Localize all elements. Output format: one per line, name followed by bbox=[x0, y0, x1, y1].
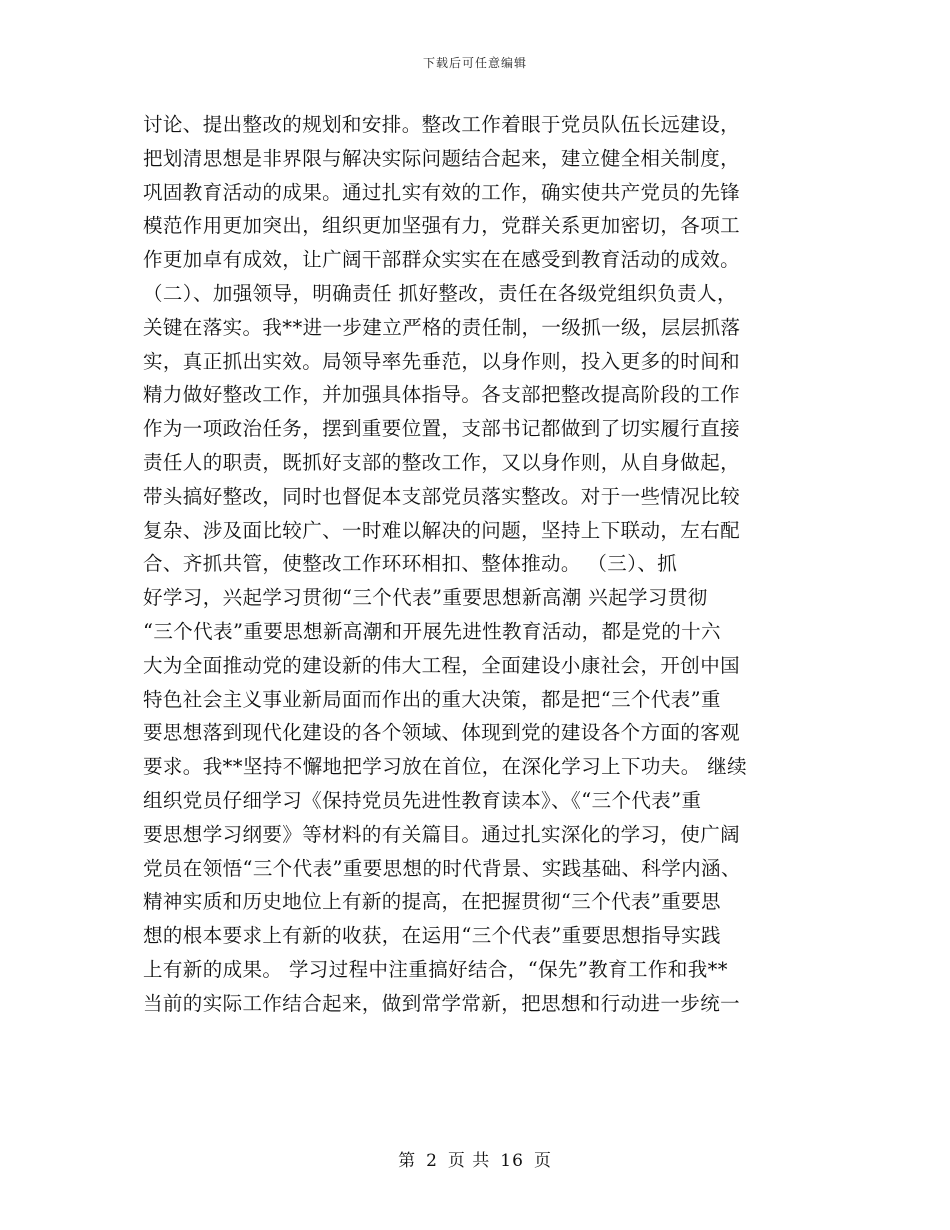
body-line: 复杂、涉及面比较广、一时难以解决的问题，坚持上下联动，左右配 bbox=[143, 518, 741, 542]
body-line: 要思想落到现代化建设的各个领域、体现到党的建设各个方面的客观 bbox=[143, 721, 741, 745]
body-line: 好学习，兴起学习贯彻“三个代表”重要思想新高潮 兴起学习贯彻 bbox=[143, 586, 708, 610]
body-line: 巩固教育活动的成果。通过扎实有效的工作，确实使共产党员的先锋 bbox=[143, 180, 741, 204]
body-line: 把划清思想是非界限与解决实际问题结合起来，建立健全相关制度， bbox=[143, 146, 741, 170]
body-line: 组织党员仔细学习《保持党员先进性教育读本》、《“三个代表”重 bbox=[143, 788, 702, 812]
body-line: 要求。我**坚持不懈地把学习放在首位，在深化学习上下功夫。 继续 bbox=[143, 755, 747, 779]
body-line: 精力做好整改工作，并加强具体指导。各支部把整改提高阶段的工作 bbox=[143, 383, 741, 407]
body-line: 模范作用更加突出，组织更加坚强有力，党群关系更加密切，各项工 bbox=[143, 214, 741, 238]
body-line: （二）、加强领导，明确责任 抓好整改，责任在各级党组织负责人， bbox=[143, 281, 737, 305]
body-line: 要思想学习纲要》等材料的有关篇目。通过扎实深化的学习，使广阔 bbox=[143, 822, 741, 846]
body-line: “三个代表”重要思想新高潮和开展先进性教育活动，都是党的十六 bbox=[143, 619, 721, 643]
footer-middle: 页 共 bbox=[447, 1151, 491, 1171]
body-line: 作更加卓有成效，让广阔干部群众实实在在感受到教育活动的成效。 bbox=[143, 248, 741, 272]
body-line: 当前的实际工作结合起来，做到常学常新，把思想和行动进一步统一 bbox=[143, 991, 741, 1015]
body-text bbox=[143, 108, 803, 1021]
page-header: 下载后可任意编辑 bbox=[422, 56, 527, 70]
body-line: 实，真正抓出实效。局领导率先垂范，以身作则，投入更多的时间和 bbox=[143, 349, 741, 373]
footer-current-page: 2 bbox=[426, 1151, 438, 1171]
body-line: 关键在落实。我**进一步建立严格的责任制，一级抓一级，层层抓落 bbox=[143, 315, 741, 339]
footer-prefix: 第 bbox=[398, 1151, 417, 1171]
body-line: 想的根本要求上有新的收获，在运用“三个代表”重要思想指导实践 bbox=[143, 924, 721, 948]
body-line: 责任人的职责，既抓好支部的整改工作，又以身作则，从自身做起， bbox=[143, 450, 741, 474]
body-line: 讨论、提出整改的规划和安排。整改工作着眼于党员队伍长远建设， bbox=[143, 113, 741, 136]
body-line: 特色社会主义事业新局面而作出的重大决策，都是把“三个代表”重 bbox=[143, 687, 721, 711]
body-line: 党员在领悟“三个代表”重要思想的时代背景、实践基础、科学内涵、 bbox=[143, 856, 741, 880]
body-line: 上有新的成果。 学习过程中注重搞好结合，“保先”教育工作和我** bbox=[143, 957, 728, 981]
footer-total-pages: 16 bbox=[500, 1151, 524, 1171]
page-footer bbox=[0, 1146, 950, 1171]
body-line: 精神实质和历史地位上有新的提高，在把握贯彻“三个代表”重要思 bbox=[143, 890, 721, 914]
body-line: 作为一项政治任务，摆到重要位置，支部书记都做到了切实履行直接 bbox=[143, 417, 741, 441]
footer-suffix: 页 bbox=[533, 1151, 552, 1171]
body-line: 大为全面推动党的建设新的伟大工程，全面建设小康社会，开创中国 bbox=[143, 653, 741, 677]
body-line: 合、齐抓共管，使整改工作环环相扣、整体推动。 （三）、抓 bbox=[143, 552, 678, 576]
body-line: 带头搞好整改，同时也督促本支部党员落实整改。对于一些情况比较 bbox=[143, 484, 741, 508]
